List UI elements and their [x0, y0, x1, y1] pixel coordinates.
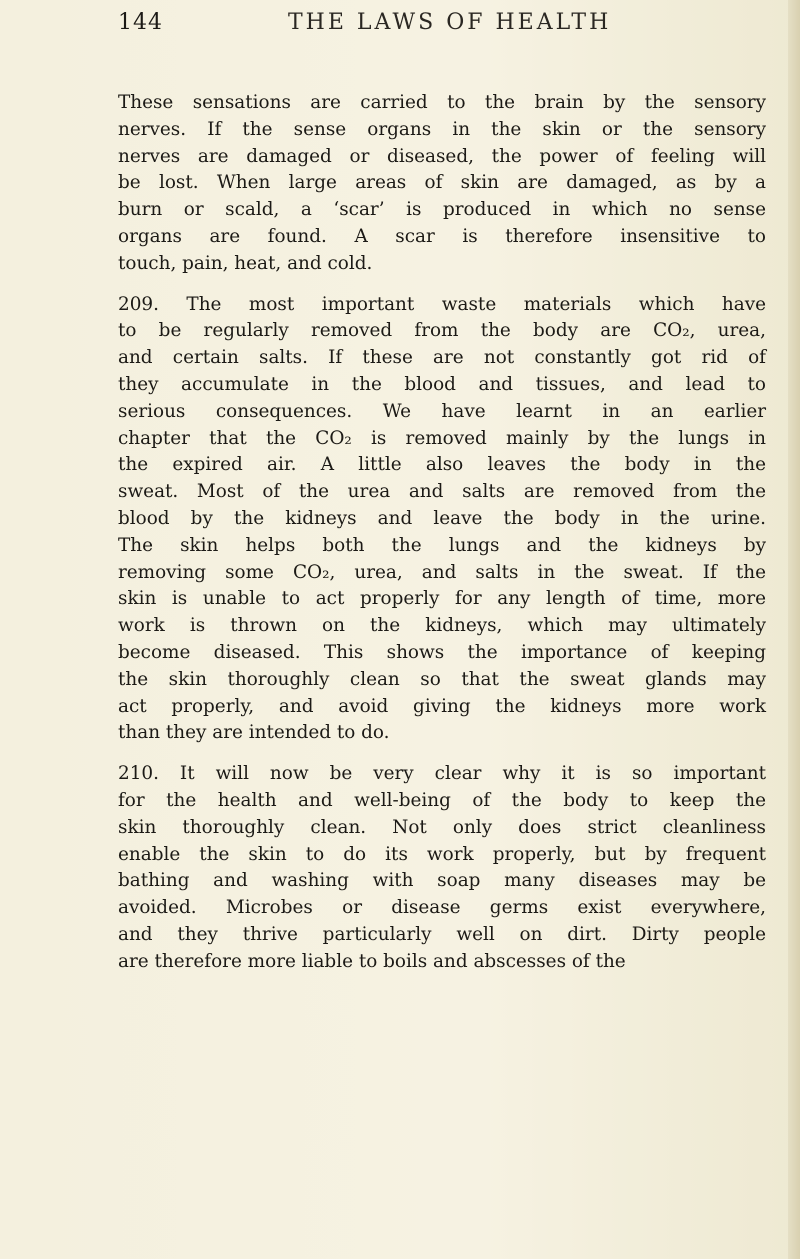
- running-title: THE LAWS OF HEALTH: [288, 10, 612, 35]
- paragraph: [118, 292, 766, 748]
- text-line: nerves are damaged or diseased, the power of feeling will: [118, 145, 766, 167]
- text-line: bathing and washing with soap many diseases may be: [118, 870, 766, 892]
- text-line: nerves. If the sense organs in the skin or the sensory: [118, 118, 766, 140]
- text-line: to be regularly removed from the body are CO₂, urea,: [118, 320, 766, 342]
- text-line: are therefore more liable to boils and abscesses of the: [118, 950, 626, 972]
- text-line: 210. It will now be very clear why it is so important: [118, 763, 766, 785]
- text-line: work is thrown on the kidneys, which may ultimately: [118, 615, 766, 637]
- text-line: than they are intended to do.: [118, 722, 390, 744]
- page-edge: [788, 0, 800, 1259]
- text-line: removing some CO₂, urea, and salts in the sweat. If the: [118, 561, 766, 583]
- paragraph: [118, 90, 766, 278]
- text-line: become diseased. This shows the importance of keeping: [118, 641, 766, 663]
- text-line: enable the skin to do its work properly, but by frequent: [118, 843, 766, 865]
- text-line: touch, pain, heat, and cold.: [118, 252, 373, 274]
- text-line: serious consequences. We have learnt in an earlier: [118, 400, 766, 422]
- text-line: The skin helps both the lungs and the kidneys by: [118, 534, 766, 556]
- text-line: skin is unable to act properly for any length of time, more: [118, 588, 766, 610]
- text-line: the skin thoroughly clean so that the sweat glands may: [118, 668, 766, 690]
- text-line: avoided. Microbes or disease germs exist everywhere,: [118, 897, 766, 919]
- text-line: burn or scald, a ‘scar’ is produced in which no sense: [118, 199, 766, 221]
- text-line: the expired air. A little also leaves the body in the: [118, 454, 766, 476]
- paragraph: [118, 761, 766, 975]
- text-line: organs are found. A scar is therefore insensitive to: [118, 225, 766, 247]
- running-head: [118, 10, 766, 50]
- body-text: [118, 90, 766, 976]
- text-line: sweat. Most of the urea and salts are removed from the: [118, 481, 766, 503]
- page-number: 144: [118, 10, 163, 35]
- text-line: act properly, and avoid giving the kidneys more work: [118, 695, 766, 717]
- text-line: be lost. When large areas of skin are damaged, as by a: [118, 172, 766, 194]
- text-line: 209. The most important waste materials which have: [118, 293, 766, 315]
- text-line: and certain salts. If these are not constantly got rid of: [118, 347, 766, 369]
- text-line: skin thoroughly clean. Not only does strict cleanliness: [118, 816, 766, 838]
- text-line: chapter that the CO₂ is removed mainly by the lungs in: [118, 427, 766, 449]
- text-line: and they thrive particularly well on dirt. Dirty people: [118, 923, 766, 945]
- text-line: blood by the kidneys and leave the body in the urine.: [118, 507, 766, 529]
- text-line: These sensations are carried to the brain by the sensory: [118, 92, 766, 113]
- text-line: they accumulate in the blood and tissues, and lead to: [118, 373, 766, 395]
- text-line: for the health and well-being of the body to keep the: [118, 789, 766, 811]
